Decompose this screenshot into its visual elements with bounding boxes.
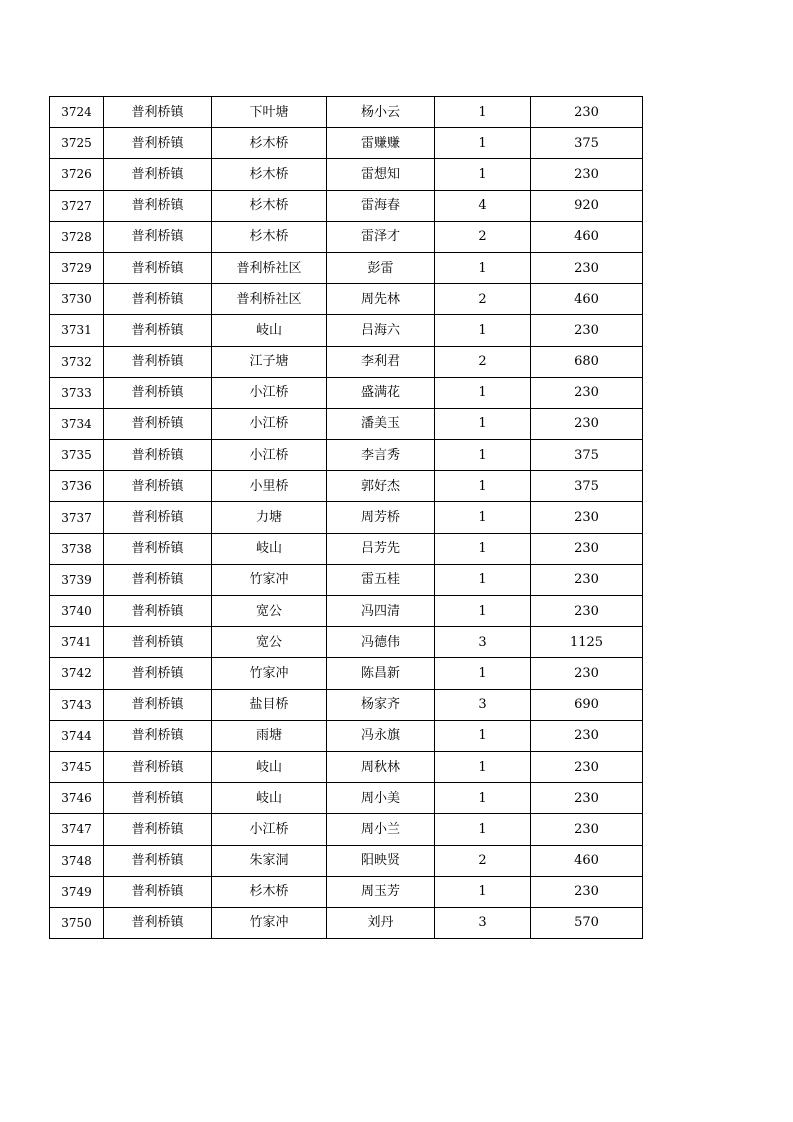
row-number-cell: 3729 bbox=[50, 252, 104, 283]
person-name-cell: 吕芳先 bbox=[327, 533, 435, 564]
village-cell: 力塘 bbox=[212, 502, 327, 533]
village-cell: 岐山 bbox=[212, 315, 327, 346]
town-cell: 普利桥镇 bbox=[104, 720, 212, 751]
village-cell: 杉木桥 bbox=[212, 221, 327, 252]
village-cell: 小江桥 bbox=[212, 408, 327, 439]
amount-cell: 375 bbox=[531, 440, 643, 471]
table-row bbox=[50, 440, 643, 471]
village-cell: 小江桥 bbox=[212, 440, 327, 471]
amount-cell: 230 bbox=[531, 658, 643, 689]
row-number-cell: 3728 bbox=[50, 221, 104, 252]
person-name-cell: 潘美玉 bbox=[327, 408, 435, 439]
table-row bbox=[50, 159, 643, 190]
person-name-cell: 雷海春 bbox=[327, 190, 435, 221]
amount-cell: 1125 bbox=[531, 627, 643, 658]
table-row bbox=[50, 97, 643, 128]
town-cell: 普利桥镇 bbox=[104, 751, 212, 782]
row-number-cell: 3735 bbox=[50, 440, 104, 471]
village-cell: 竹家冲 bbox=[212, 658, 327, 689]
table-row bbox=[50, 627, 643, 658]
village-cell: 杉木桥 bbox=[212, 128, 327, 159]
town-cell: 普利桥镇 bbox=[104, 284, 212, 315]
table-row bbox=[50, 845, 643, 876]
town-cell: 普利桥镇 bbox=[104, 876, 212, 907]
row-number-cell: 3732 bbox=[50, 346, 104, 377]
table-row bbox=[50, 783, 643, 814]
person-name-cell: 周小兰 bbox=[327, 814, 435, 845]
row-number-cell: 3725 bbox=[50, 128, 104, 159]
row-number-cell: 3730 bbox=[50, 284, 104, 315]
data-table bbox=[49, 96, 643, 939]
household-count-cell: 1 bbox=[435, 658, 531, 689]
village-cell: 盐目桥 bbox=[212, 689, 327, 720]
household-count-cell: 2 bbox=[435, 221, 531, 252]
person-name-cell: 雷五桂 bbox=[327, 564, 435, 595]
household-count-cell: 1 bbox=[435, 252, 531, 283]
village-cell: 雨塘 bbox=[212, 720, 327, 751]
person-name-cell: 周秋林 bbox=[327, 751, 435, 782]
town-cell: 普利桥镇 bbox=[104, 97, 212, 128]
town-cell: 普利桥镇 bbox=[104, 627, 212, 658]
table-row bbox=[50, 252, 643, 283]
person-name-cell: 周芳桥 bbox=[327, 502, 435, 533]
row-number-cell: 3746 bbox=[50, 783, 104, 814]
person-name-cell: 彭雷 bbox=[327, 252, 435, 283]
person-name-cell: 李利君 bbox=[327, 346, 435, 377]
amount-cell: 460 bbox=[531, 845, 643, 876]
row-number-cell: 3740 bbox=[50, 596, 104, 627]
table-body bbox=[50, 97, 643, 939]
amount-cell: 375 bbox=[531, 128, 643, 159]
table-row bbox=[50, 814, 643, 845]
town-cell: 普利桥镇 bbox=[104, 533, 212, 564]
village-cell: 小江桥 bbox=[212, 377, 327, 408]
town-cell: 普利桥镇 bbox=[104, 159, 212, 190]
household-count-cell: 1 bbox=[435, 814, 531, 845]
table-row bbox=[50, 471, 643, 502]
person-name-cell: 冯四清 bbox=[327, 596, 435, 627]
town-cell: 普利桥镇 bbox=[104, 221, 212, 252]
household-count-cell: 3 bbox=[435, 907, 531, 938]
person-name-cell: 盛满花 bbox=[327, 377, 435, 408]
village-cell: 杉木桥 bbox=[212, 876, 327, 907]
person-name-cell: 雷想知 bbox=[327, 159, 435, 190]
town-cell: 普利桥镇 bbox=[104, 596, 212, 627]
row-number-cell: 3744 bbox=[50, 720, 104, 751]
table-row bbox=[50, 876, 643, 907]
household-count-cell: 1 bbox=[435, 720, 531, 751]
row-number-cell: 3741 bbox=[50, 627, 104, 658]
table-row bbox=[50, 596, 643, 627]
household-count-cell: 2 bbox=[435, 845, 531, 876]
town-cell: 普利桥镇 bbox=[104, 471, 212, 502]
town-cell: 普利桥镇 bbox=[104, 907, 212, 938]
village-cell: 杉木桥 bbox=[212, 190, 327, 221]
amount-cell: 230 bbox=[531, 408, 643, 439]
village-cell: 朱家洞 bbox=[212, 845, 327, 876]
table-row bbox=[50, 315, 643, 346]
person-name-cell: 陈昌新 bbox=[327, 658, 435, 689]
household-count-cell: 1 bbox=[435, 128, 531, 159]
household-count-cell: 1 bbox=[435, 751, 531, 782]
town-cell: 普利桥镇 bbox=[104, 408, 212, 439]
amount-cell: 375 bbox=[531, 471, 643, 502]
person-name-cell: 吕海六 bbox=[327, 315, 435, 346]
row-number-cell: 3742 bbox=[50, 658, 104, 689]
town-cell: 普利桥镇 bbox=[104, 346, 212, 377]
amount-cell: 230 bbox=[531, 97, 643, 128]
village-cell: 岐山 bbox=[212, 533, 327, 564]
table-row bbox=[50, 658, 643, 689]
household-count-cell: 1 bbox=[435, 533, 531, 564]
row-number-cell: 3745 bbox=[50, 751, 104, 782]
person-name-cell: 阳映贤 bbox=[327, 845, 435, 876]
person-name-cell: 雷赚赚 bbox=[327, 128, 435, 159]
amount-cell: 230 bbox=[531, 783, 643, 814]
town-cell: 普利桥镇 bbox=[104, 440, 212, 471]
amount-cell: 680 bbox=[531, 346, 643, 377]
household-count-cell: 1 bbox=[435, 97, 531, 128]
village-cell: 宽公 bbox=[212, 627, 327, 658]
household-count-cell: 1 bbox=[435, 876, 531, 907]
row-number-cell: 3726 bbox=[50, 159, 104, 190]
amount-cell: 230 bbox=[531, 159, 643, 190]
amount-cell: 690 bbox=[531, 689, 643, 720]
person-name-cell: 李言秀 bbox=[327, 440, 435, 471]
person-name-cell: 郭好杰 bbox=[327, 471, 435, 502]
table-row bbox=[50, 190, 643, 221]
amount-cell: 460 bbox=[531, 221, 643, 252]
household-count-cell: 1 bbox=[435, 440, 531, 471]
amount-cell: 230 bbox=[531, 720, 643, 751]
amount-cell: 230 bbox=[531, 564, 643, 595]
town-cell: 普利桥镇 bbox=[104, 252, 212, 283]
village-cell: 小江桥 bbox=[212, 814, 327, 845]
household-count-cell: 1 bbox=[435, 502, 531, 533]
amount-cell: 230 bbox=[531, 315, 643, 346]
row-number-cell: 3736 bbox=[50, 471, 104, 502]
row-number-cell: 3747 bbox=[50, 814, 104, 845]
table-row bbox=[50, 720, 643, 751]
town-cell: 普利桥镇 bbox=[104, 315, 212, 346]
amount-cell: 570 bbox=[531, 907, 643, 938]
row-number-cell: 3737 bbox=[50, 502, 104, 533]
row-number-cell: 3724 bbox=[50, 97, 104, 128]
amount-cell: 230 bbox=[531, 814, 643, 845]
household-count-cell: 3 bbox=[435, 689, 531, 720]
village-cell: 下叶塘 bbox=[212, 97, 327, 128]
amount-cell: 460 bbox=[531, 284, 643, 315]
table-row bbox=[50, 533, 643, 564]
row-number-cell: 3750 bbox=[50, 907, 104, 938]
household-count-cell: 1 bbox=[435, 408, 531, 439]
village-cell: 普利桥社区 bbox=[212, 252, 327, 283]
household-count-cell: 1 bbox=[435, 783, 531, 814]
table-row bbox=[50, 346, 643, 377]
table-row bbox=[50, 502, 643, 533]
amount-cell: 230 bbox=[531, 377, 643, 408]
table-row bbox=[50, 128, 643, 159]
village-cell: 竹家冲 bbox=[212, 907, 327, 938]
person-name-cell: 周先林 bbox=[327, 284, 435, 315]
row-number-cell: 3738 bbox=[50, 533, 104, 564]
person-name-cell: 周小美 bbox=[327, 783, 435, 814]
table-row bbox=[50, 907, 643, 938]
row-number-cell: 3743 bbox=[50, 689, 104, 720]
village-cell: 岐山 bbox=[212, 783, 327, 814]
row-number-cell: 3734 bbox=[50, 408, 104, 439]
table-row bbox=[50, 689, 643, 720]
town-cell: 普利桥镇 bbox=[104, 502, 212, 533]
row-number-cell: 3748 bbox=[50, 845, 104, 876]
town-cell: 普利桥镇 bbox=[104, 689, 212, 720]
amount-cell: 230 bbox=[531, 252, 643, 283]
amount-cell: 230 bbox=[531, 502, 643, 533]
person-name-cell: 冯德伟 bbox=[327, 627, 435, 658]
household-count-cell: 1 bbox=[435, 596, 531, 627]
town-cell: 普利桥镇 bbox=[104, 128, 212, 159]
village-cell: 竹家冲 bbox=[212, 564, 327, 595]
person-name-cell: 冯永旗 bbox=[327, 720, 435, 751]
household-count-cell: 1 bbox=[435, 471, 531, 502]
table-row bbox=[50, 408, 643, 439]
amount-cell: 920 bbox=[531, 190, 643, 221]
person-name-cell: 杨小云 bbox=[327, 97, 435, 128]
town-cell: 普利桥镇 bbox=[104, 783, 212, 814]
household-count-cell: 1 bbox=[435, 159, 531, 190]
village-cell: 小里桥 bbox=[212, 471, 327, 502]
person-name-cell: 杨家齐 bbox=[327, 689, 435, 720]
village-cell: 岐山 bbox=[212, 751, 327, 782]
village-cell: 杉木桥 bbox=[212, 159, 327, 190]
amount-cell: 230 bbox=[531, 533, 643, 564]
table-row bbox=[50, 751, 643, 782]
town-cell: 普利桥镇 bbox=[104, 377, 212, 408]
town-cell: 普利桥镇 bbox=[104, 814, 212, 845]
person-name-cell: 刘丹 bbox=[327, 907, 435, 938]
row-number-cell: 3731 bbox=[50, 315, 104, 346]
table-row bbox=[50, 564, 643, 595]
row-number-cell: 3749 bbox=[50, 876, 104, 907]
row-number-cell: 3739 bbox=[50, 564, 104, 595]
amount-cell: 230 bbox=[531, 876, 643, 907]
town-cell: 普利桥镇 bbox=[104, 190, 212, 221]
village-cell: 宽公 bbox=[212, 596, 327, 627]
row-number-cell: 3727 bbox=[50, 190, 104, 221]
household-count-cell: 1 bbox=[435, 564, 531, 595]
village-cell: 江子塘 bbox=[212, 346, 327, 377]
row-number-cell: 3733 bbox=[50, 377, 104, 408]
table-row bbox=[50, 221, 643, 252]
table-row bbox=[50, 284, 643, 315]
person-name-cell: 周玉芳 bbox=[327, 876, 435, 907]
town-cell: 普利桥镇 bbox=[104, 564, 212, 595]
town-cell: 普利桥镇 bbox=[104, 845, 212, 876]
household-count-cell: 1 bbox=[435, 315, 531, 346]
table-row bbox=[50, 377, 643, 408]
household-count-cell: 2 bbox=[435, 346, 531, 377]
town-cell: 普利桥镇 bbox=[104, 658, 212, 689]
person-name-cell: 雷泽才 bbox=[327, 221, 435, 252]
household-count-cell: 3 bbox=[435, 627, 531, 658]
household-count-cell: 2 bbox=[435, 284, 531, 315]
amount-cell: 230 bbox=[531, 596, 643, 627]
household-count-cell: 1 bbox=[435, 377, 531, 408]
amount-cell: 230 bbox=[531, 751, 643, 782]
village-cell: 普利桥社区 bbox=[212, 284, 327, 315]
household-count-cell: 4 bbox=[435, 190, 531, 221]
